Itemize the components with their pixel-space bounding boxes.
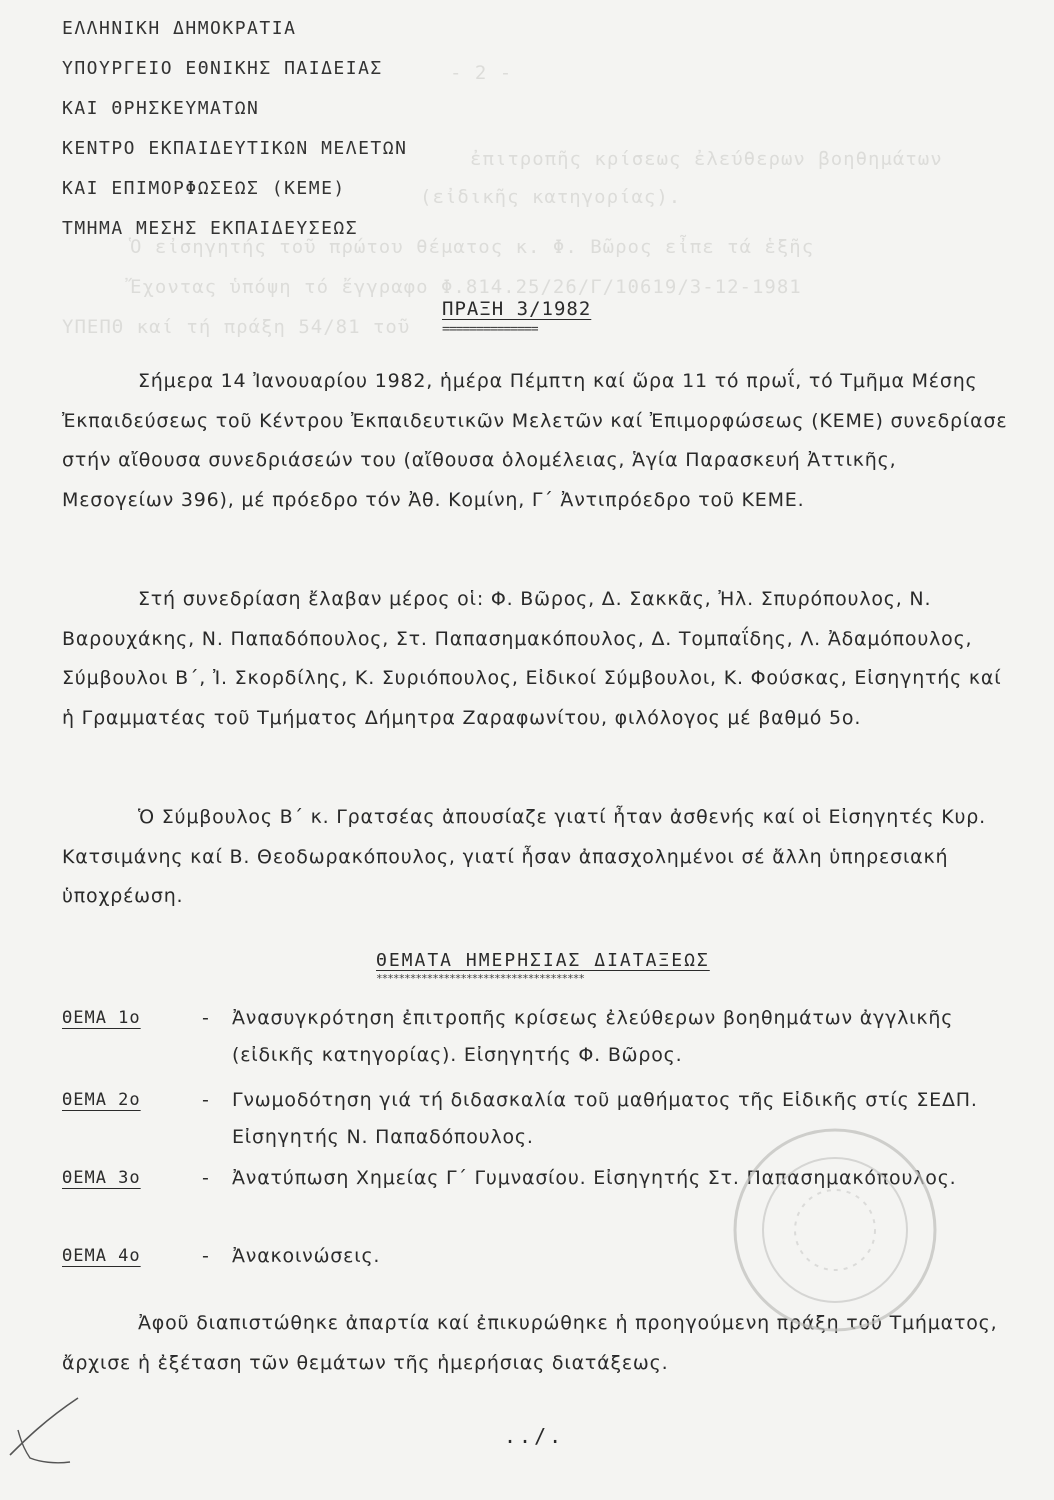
bleed-through-text: ΥΠΕΠΘ καί τή πράξη 54/81 τοῦ bbox=[62, 316, 411, 338]
bleed-through-text: Ὁ εἰσηγητής τοῦ πρώτου θέματος κ. Φ. Βῶρος εἶπε τά ἑξῆς bbox=[130, 236, 815, 258]
agenda-item-dash: - bbox=[202, 1167, 210, 1189]
agenda-item-text: Ἀνασυγκρότηση ἐπιτροπῆς κρίσεως ἐλεύθερων βοηθημάτων ἀγγλικῆς (εἰδικῆς κατηγορίας). Εἰσηγητής Φ. Βῶρος. bbox=[232, 1007, 954, 1066]
paragraph-absentees bbox=[62, 798, 1012, 917]
agenda-item-dash: - bbox=[202, 1089, 210, 1111]
agenda-item-dash: - bbox=[202, 1245, 210, 1267]
agenda-item-dash: - bbox=[202, 1007, 210, 1029]
agenda-item-text: Γνωμοδότηση γιά τή διδασκαλία τοῦ μαθήματος τῆς Εἰδικῆς στίς ΣΕΔΠ. Εἰσηγητής Ν. Παπαδόπουλος. bbox=[232, 1089, 978, 1148]
title-underline-decoration: ============== bbox=[442, 322, 538, 337]
header-line: ΥΠΟΥΡΓΕΙΟ ΕΘΝΙΚΗΣ ΠΑΙΔΕΙΑΣ bbox=[62, 58, 383, 79]
header-line: ΚΑΙ ΘΡΗΣΚΕΥΜΑΤΩΝ bbox=[62, 98, 260, 119]
paragraph-text: Στή συνεδρίαση ἔλαβαν μέρος οἱ: Φ. Βῶρος, Δ. Σακκᾶς, Ἠλ. Σπυρόπουλος, Ν. Βαρουχάκης, Ν. Παπαδόπουλος, Στ. Παπασημακόπουλος, Δ. Τομπαΐδης, Λ. Ἀδαμόπουλος, Σύμβουλοι Β΄, Ἰ. Σκορδίλης, Κ. Συριόπουλος, Εἰδικοί Σύμβουλοι, Κ. Φούσκας, Εἰσηγητής καί ἡ Γραμματέας τοῦ Τμήματος Δήμητρα Ζαραφωνίτου, φιλόλογος μέ βαθμό 5ο. bbox=[62, 588, 1002, 729]
agenda-underline-decoration: ************************************* bbox=[376, 972, 585, 985]
paragraph-opening bbox=[62, 362, 1012, 520]
document-title: ΠΡΑΞΗ 3/1982 bbox=[442, 298, 592, 320]
agenda-item-label: ΘΕΜΑ 1ο bbox=[62, 1008, 141, 1028]
agenda-title: ΘΕΜΑΤΑ ΗΜΕΡΗΣΙΑΣ ΔΙΑΤΑΞΕΩΣ bbox=[376, 950, 710, 971]
header-line: ΕΛΛΗΝΙΚΗ ΔΗΜΟΚΡΑΤΙΑ bbox=[62, 18, 297, 39]
header-line: ΚΕΝΤΡΟ ΕΚΠΑΙΔΕΥΤΙΚΩΝ ΜΕΛΕΤΩΝ bbox=[62, 138, 408, 159]
bleed-through-text: (εἰδικῆς κατηγορίας). bbox=[420, 186, 682, 208]
paragraph-text: Σήμερα 14 Ἰανουαρίου 1982, ἡμέρα Πέμπτη καί ὥρα 11 τό πρωΐ, τό Τμῆμα Μέσης Ἐκπαιδεύσεως τοῦ Κέντρου Ἐκπαιδευτικῶν Μελετῶν καί Ἐπιμορφώσεως (ΚΕΜΕ) συνεδρίασε στήν αἴθουσα συνεδριάσεών του (αἴθουσα ὁλομέλειας, Ἁγία Παρασκευή Ἀττικῆς, Μεσογείων 396), μέ πρόεδρο τόν Ἀθ. Κομίνη, Γ΄ Ἀντιπρόεδρο τοῦ ΚΕΜΕ. bbox=[62, 370, 1008, 511]
bleed-through-text: Ἔχοντας ὑπόψη τό ἔγγραφο Φ.814.25/26/Γ/10619/3-12-1981 bbox=[130, 276, 802, 298]
paragraph-attendees bbox=[62, 580, 1012, 738]
agenda-item-text: Ἀνακοινώσεις. bbox=[232, 1245, 381, 1267]
agenda-item-label: ΘΕΜΑ 3ο bbox=[62, 1168, 141, 1188]
header-line: ΤΜΗΜΑ ΜΕΣΗΣ ΕΚΠΑΙΔΕΥΣΕΩΣ bbox=[62, 218, 359, 239]
paragraph-text: Ἀφοῦ διαπιστώθηκε ἀπαρτία καί ἐπικυρώθηκε ἡ προηγούμενη πράξη τοῦ Τμήματος, ἄρχισε ἡ ἐξέταση τῶν θεμάτων τῆς ἡμερήσιας διατάξεως. bbox=[62, 1312, 998, 1374]
agenda-item-label: ΘΕΜΑ 4ο bbox=[62, 1246, 141, 1266]
paragraph-text: Ὁ Σύμβουλος Β΄ κ. Γρατσέας ἀπουσίαζε γιατί ἦταν ἀσθενής καί οἱ Εἰσηγητές Κυρ. Κατσιμάνης καί Β. Θεοδωρακόπουλος, γιατί ἦσαν ἀπασχολημένοι σέ ἄλλη ὑπηρεσιακή ὑποχρέωση. bbox=[62, 806, 986, 907]
bleed-through-text: ἐπιτροπῆς κρίσεως ἐλεύθερων βοηθημάτων bbox=[470, 148, 943, 170]
agenda-item-text: Ἀνατύπωση Χημείας Γ΄ Γυμνασίου. Εἰσηγητής Στ. Παπασημακόπουλος. bbox=[232, 1167, 957, 1189]
official-stamp-icon bbox=[725, 1120, 945, 1340]
bleed-through-text: - 2 - bbox=[450, 62, 513, 84]
handwritten-initial-icon bbox=[0, 1390, 90, 1470]
agenda-item-label: ΘΕΜΑ 2ο bbox=[62, 1090, 141, 1110]
page-continuation-mark: ../. bbox=[504, 1424, 565, 1448]
header-line: ΚΑΙ ΕΠΙΜΟΡΦΩΣΕΩΣ (ΚΕΜΕ) bbox=[62, 178, 346, 199]
